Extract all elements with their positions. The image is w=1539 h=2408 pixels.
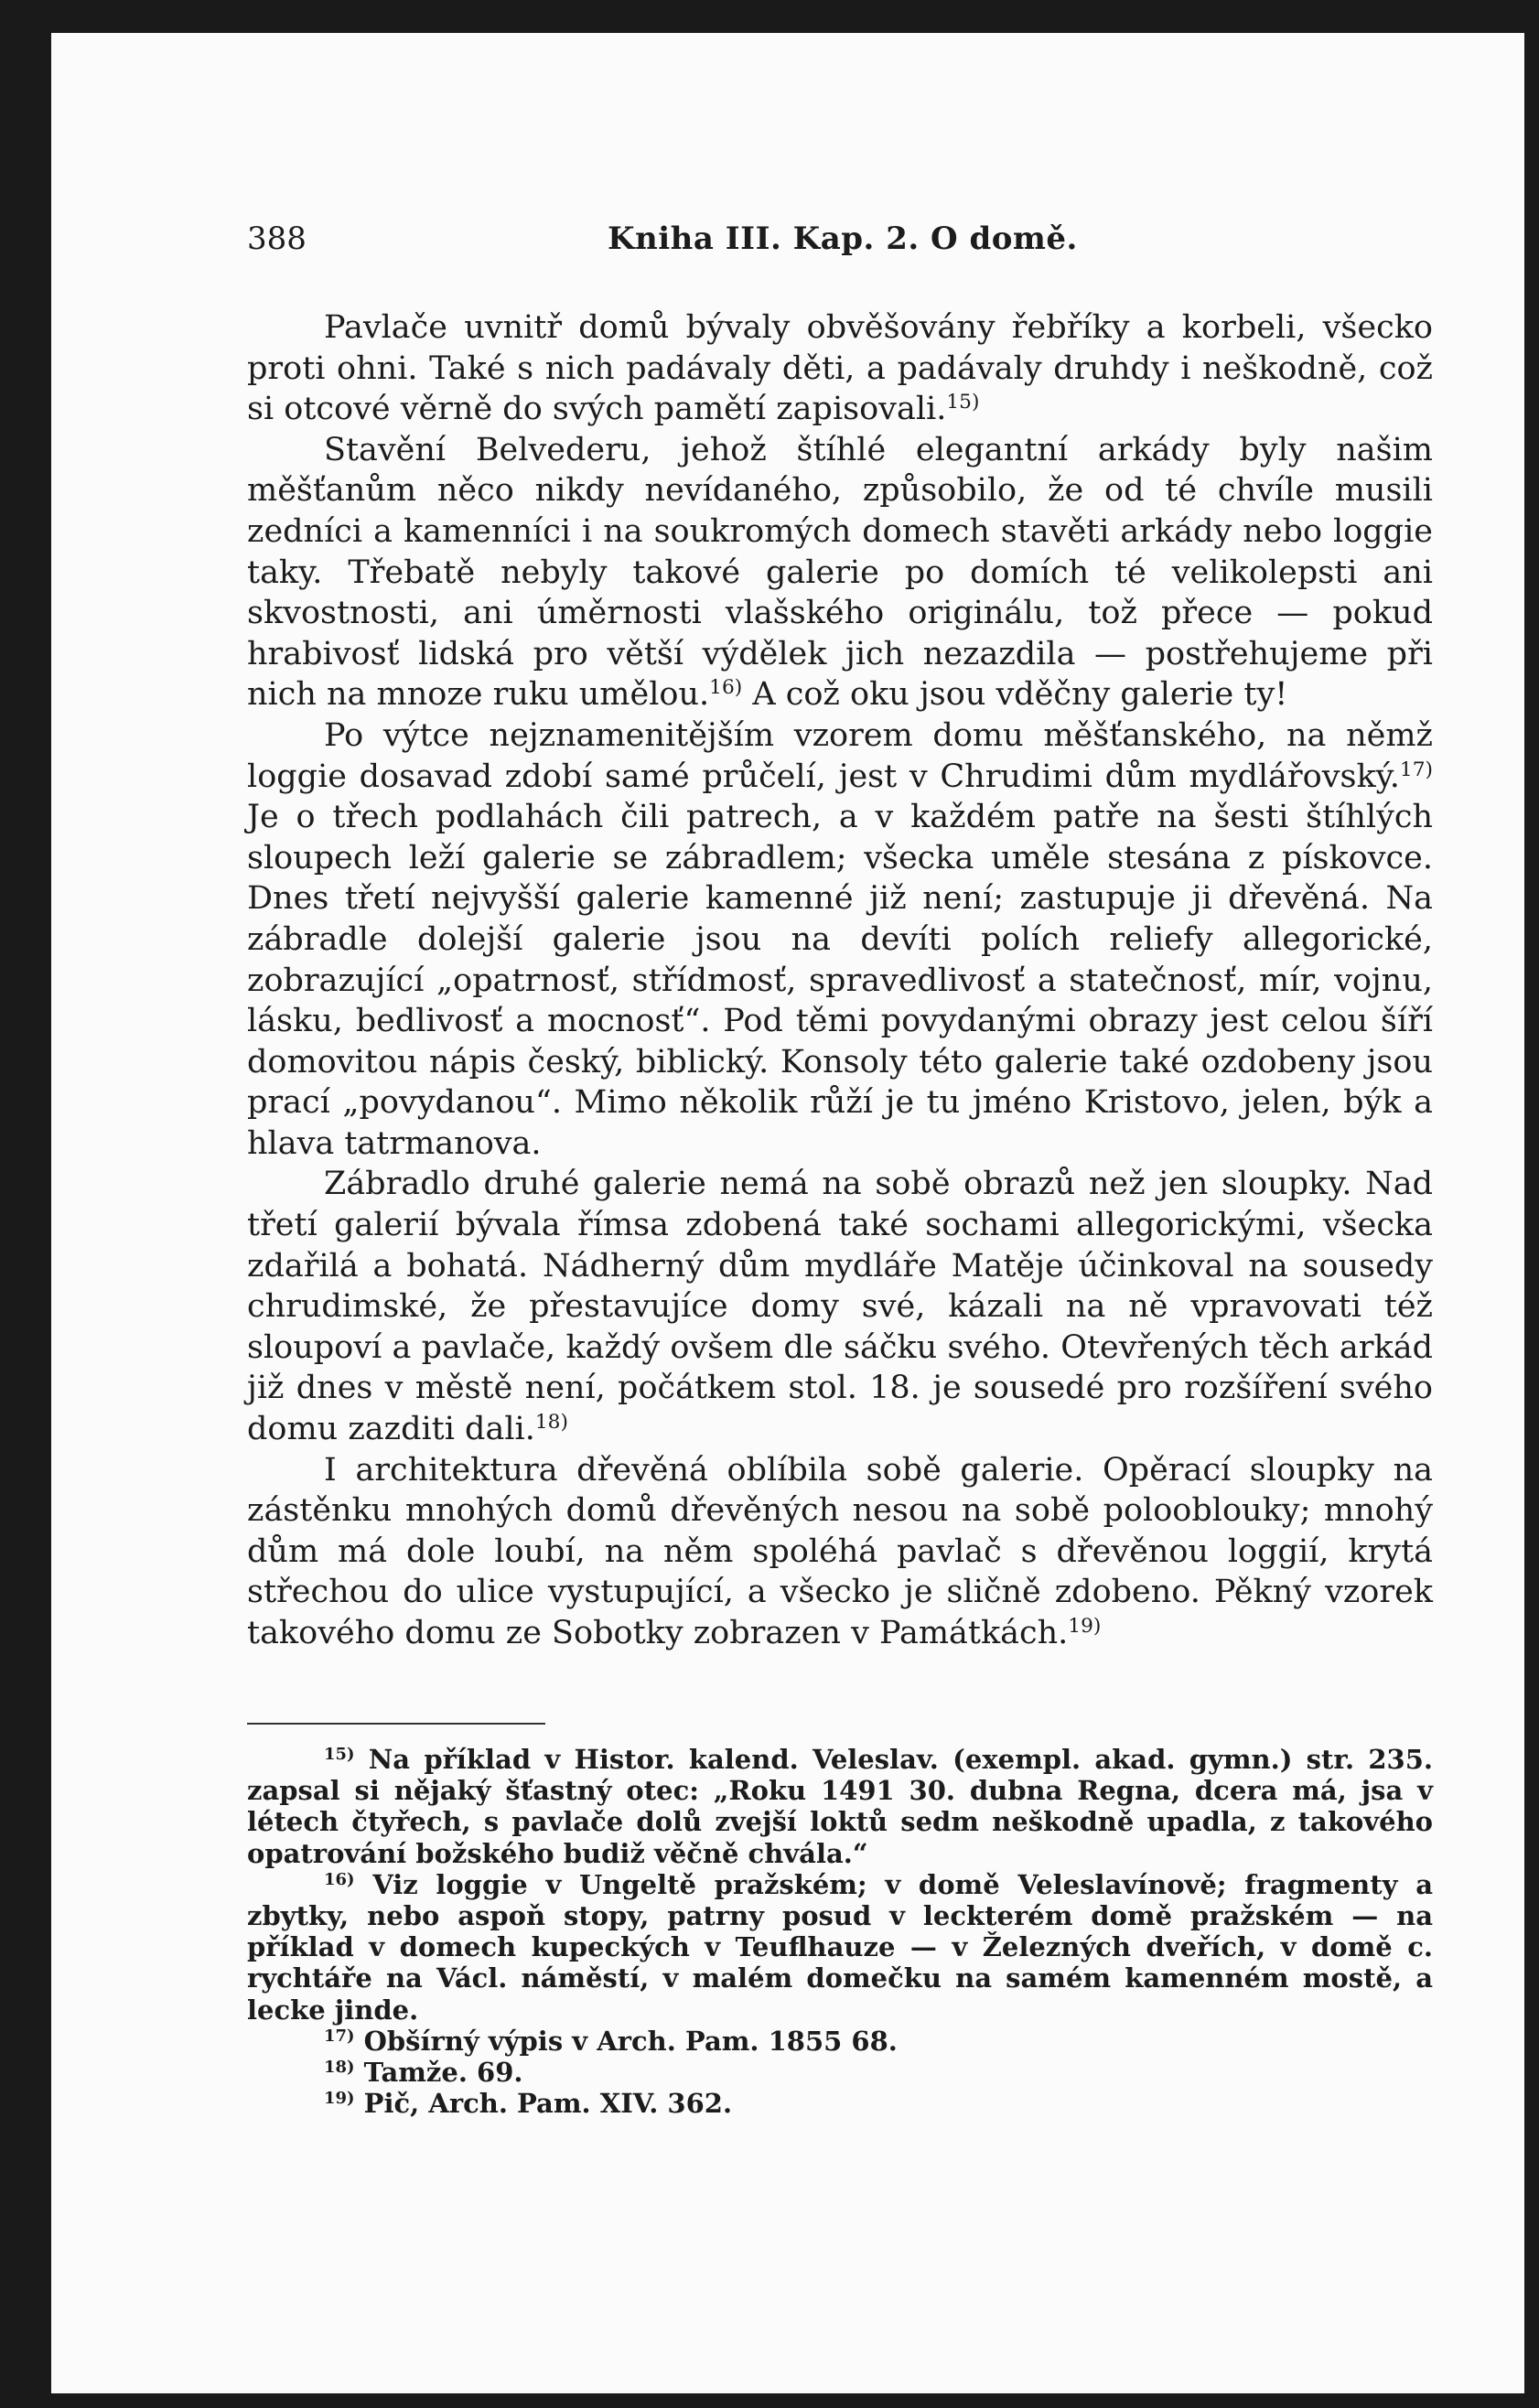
paragraph [247,1164,1433,1449]
footnote-number: 19) [324,2089,355,2109]
footnote-number: 15) [324,1745,355,1765]
page-number: 388 [247,220,307,257]
paragraph [247,430,1433,715]
footnote-number: 17) [324,2026,355,2046]
running-title: Kniha III. Kap. 2. O domě. [608,220,1078,257]
footnotes [247,1744,1433,2119]
footnote-ref: 18) [534,1411,568,1435]
paragraph-text: Zábradlo druhé galerie nemá na sobě obrazů než jen sloupky. Nad třetí galerií bývala římsa zdobená také sochami allegorickými, všecka zdařilá a bohatá. Nádherný dům mydláře Matěje účinkoval na sousedy chrudimské, že přestavujíce domy své, kázali na ně vpravovati též sloupoví a pavlače, každý ovšem dle sáčku svého. Otevřených těch arkád již dnes v městě není, počátkem stol. 18. je sousedé pro rozšíření svého domu zazditi dali. [247,1166,1433,1448]
paragraph-text-tail: Je o třech podlahách čili patrech, a v každém patře na šesti štíhlých sloupech leží galerie se zábradlem; všecka uměle stesána z pískovce. Dnes třetí nejvyšší galerie kamenné již není; zastupuje ji dřevěná. Na zábradle dolejší galerie jsou na devíti polích reliefy allegorické, zobrazující „opatrnosť, střídmosť, spravedlivosť a statečnosť, mír, vojnu, lásku, bedlivosť a mocnosť“. Pod těmi povydanými obrazy jest celou šíří domovitou nápis český, biblický. Konsoly této galerie také ozdobeny jsou prací „povydanou“. Mimo několik růží je tu jméno Kristovo, jelen, býk a hlava tatrmanova. [247,799,1433,1162]
footnote-text: Na příklad v Histor. kalend. Veleslav. (exempl. akad. gymn.) str. 235. zapsal si nějaký šťastný otec: „Roku 1491 30. dubna Regna, dcera má, jsa v létech čtyřech, s pavlače dolů zvejší loktů sedm neškodně upadla, z takového opatrování božského budiž věčně chvála.“ [247,1744,1433,1869]
footnote [247,1869,1433,2026]
page-header [247,216,1437,262]
footnote-ref: 19) [1068,1615,1102,1639]
footnote-text: Obšírný výpis v Arch. Pam. 1855 68. [363,2025,898,2057]
paragraph-text: Po výtce nejznamenitějším vzorem domu měšťanského, na němž loggie dosavad zdobí samé průčelí, jest v Chrudimi dům mydlářovský. [247,716,1433,795]
paragraph-text: Stavění Belvederu, jehož štíhlé elegantní arkády byly našim měšťanům něco nikdy nevídaného, způsobilo, že od té chvíle musili zedníci a kamenníci i na soukromých domech stavěti arkády nebo loggie taky. Třebatě nebyly takové galerie po domích té velikolepsti ani skvostnosti, ani úměrnosti vlašského originálu, tož přece — pokud hrabivosť lidská pro větší výdělek jich nezazdila — postřehujeme při nich na mnoze ruku umělou. [247,431,1433,714]
footnote [247,1744,1433,1869]
footnote [247,2057,1433,2088]
footnote-ref: 16) [709,676,743,700]
footnote-ref: 17) [1399,758,1433,781]
paragraph [247,307,1433,430]
paragraph-text: Pavlače uvnitř domů bývaly obvěšovány řebříky a korbeli, všecko proti ohni. Také s nich padávaly děti, a padávaly druhdy i neškodně, což si otcové věrně do svých pamětí zapisovali. [247,309,1433,428]
footnote-text: Viz loggie v Ungeltě pražském; v domě Veleslavínově; fragmenty a zbytky, nebo aspoň stopy, patrny posud v leckterém domě pražském — na příklad v domech kupeckých v Teuflhauze — v Železných dveřích, v domě c. rychtáře na Václ. náměstí, v malém domečku na samém kamenném mostě, a lecke jinde. [247,1868,1433,2026]
paragraph [247,1450,1433,1654]
footnote [247,2026,1433,2057]
footnote-text: Pič, Arch. Pam. XIV. 362. [363,2088,733,2120]
paragraph-text: I architektura dřevěná oblíbila sobě galerie. Opěrací sloupky na zástěnku mnohých domů dřevěných nesou na sobě polooblouky; mnohý dům má dole loubí, na něm spoléhá pavlač s dřevěnou loggií, krytá střechou do ulice vystupující, a všecko je sličně zdobeno. Pěkný vzorek takového domu ze Sobotky zobrazen v Památkách. [247,1451,1433,1651]
book-page [51,33,1524,2393]
footnote-number: 16) [324,1869,355,1889]
footnote [247,2088,1433,2119]
footnote-ref: 15) [946,391,980,414]
footnote-number: 18) [324,2058,355,2078]
main-text [247,307,1433,1654]
footnote-text: Tamže. 69. [363,2057,523,2089]
paragraph [247,715,1433,1165]
paragraph-text-tail: A což oku jsou vděčny galerie ty! [742,676,1288,714]
footnote-divider [247,1723,545,1725]
